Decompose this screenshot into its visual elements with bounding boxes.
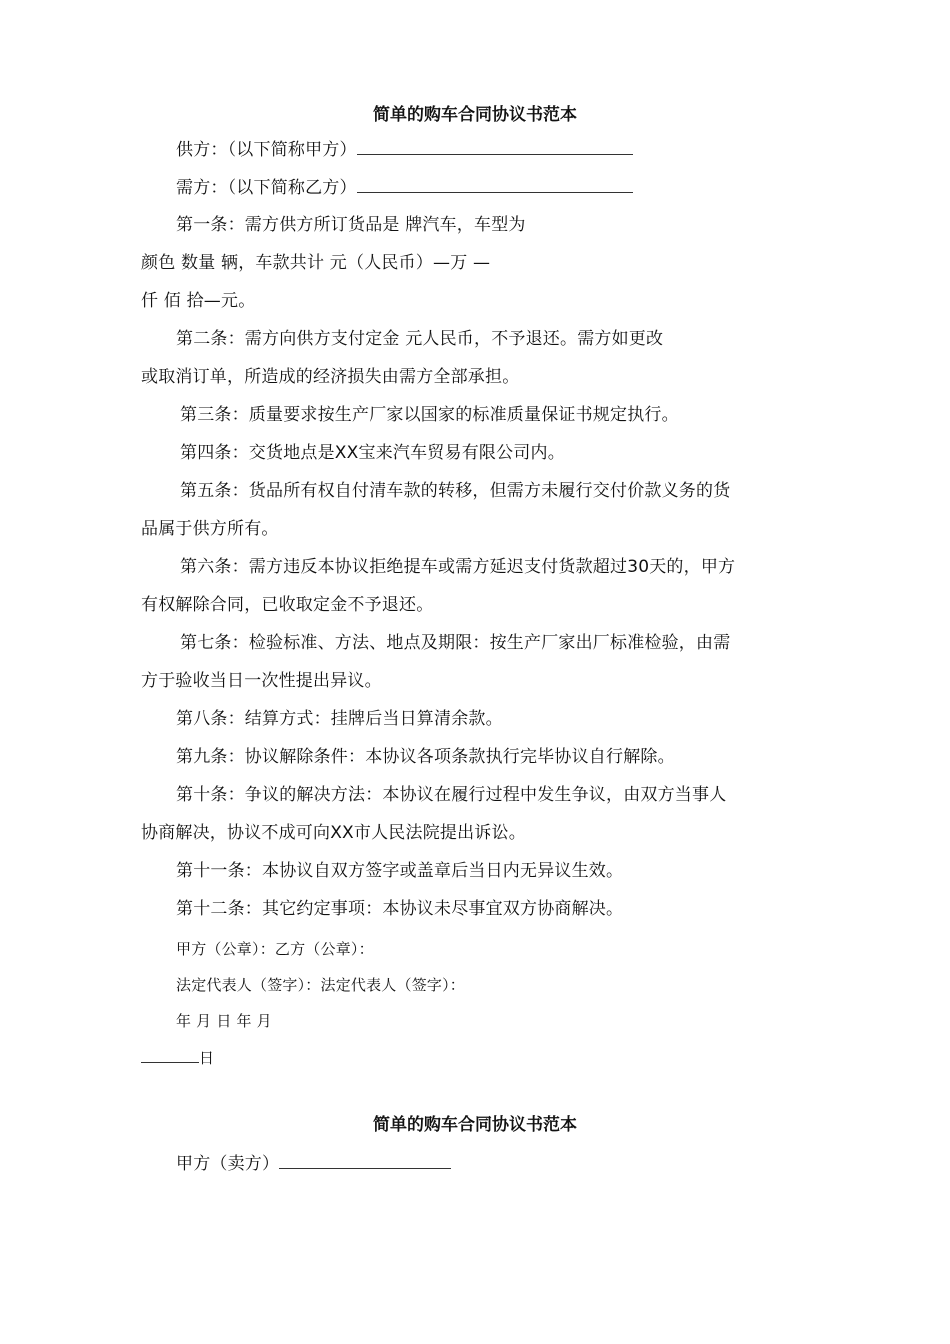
party-a-blank	[279, 1152, 451, 1169]
article-4: 第四条：交货地点是XX宝来汽车贸易有限公司内。	[180, 443, 565, 463]
article-10-line-1: 第十条：争议的解决方法：本协议在履行过程中发生争议，由双方当事人	[176, 785, 727, 805]
article-1-line-3: 仟 佰 拾—元。	[141, 291, 256, 311]
party-a-label: 甲方（卖方）	[176, 1154, 280, 1174]
article-11: 第十一条：本协议自双方签字或盖章后当日内无异议生效。	[176, 861, 624, 881]
article-6-line-2: 有权解除合同，已收取定金不予退还。	[141, 595, 434, 615]
article-7-line-1: 第七条：检验标准、方法、地点及期限：按生产厂家出厂标准检验，由需	[180, 633, 731, 653]
date-line-1: 年 月 日 年 月	[176, 1012, 272, 1030]
article-1-line-1: 第一条：需方供方所订货品是 牌汽车，车型为	[176, 215, 526, 235]
article-5-line-2: 品属于供方所有。	[141, 519, 279, 539]
article-9: 第九条：协议解除条件：本协议各项条款执行完毕协议自行解除。	[176, 747, 675, 767]
article-12: 第十二条：其它约定事项：本协议未尽事宜双方协商解决。	[176, 899, 624, 919]
second-document-title: 简单的购车合同协议书范本	[373, 1115, 577, 1135]
article-2-line-1: 第二条：需方向供方支付定金 元人民币，不予退还。需方如更改	[176, 329, 664, 349]
article-3: 第三条：质量要求按生产厂家以国家的标准质量保证书规定执行。	[180, 405, 679, 425]
buyer-label: 需方：（以下简称乙方）	[176, 178, 357, 198]
article-8: 第八条：结算方式：挂牌后当日算清余款。	[176, 709, 503, 729]
party-a-line	[176, 1152, 451, 1175]
seal-line: 甲方（公章）：乙方（公章）：	[176, 940, 374, 958]
date-blank	[141, 1046, 199, 1063]
article-7-line-2: 方于验收当日一次性提出异议。	[141, 671, 382, 691]
supplier-label: 供方：（以下简称甲方）	[176, 140, 357, 160]
article-5-line-1: 第五条：货品所有权自付清车款的转移，但需方未履行交付价款义务的货	[180, 481, 731, 501]
article-10-line-2: 协商解决，协议不成可向XX市人民法院提出诉讼。	[141, 823, 526, 843]
article-6-line-1: 第六条：需方违反本协议拒绝提车或需方延迟支付货款超过30天的，甲方	[180, 557, 736, 577]
date-line-2	[141, 1046, 214, 1069]
supplier-line	[176, 138, 633, 161]
date-day-label: 日	[199, 1049, 215, 1067]
article-1-line-2: 颜色 数量 辆，车款共计 元（人民币）—万 —	[141, 253, 491, 273]
supplier-blank	[357, 138, 633, 155]
representative-line: 法定代表人（签字）：法定代表人（签字）：	[176, 976, 466, 994]
buyer-line	[176, 176, 633, 199]
buyer-blank	[357, 176, 633, 193]
document-title: 简单的购车合同协议书范本	[373, 105, 577, 125]
article-2-line-2: 或取消订单，所造成的经济损失由需方全部承担。	[141, 367, 520, 387]
